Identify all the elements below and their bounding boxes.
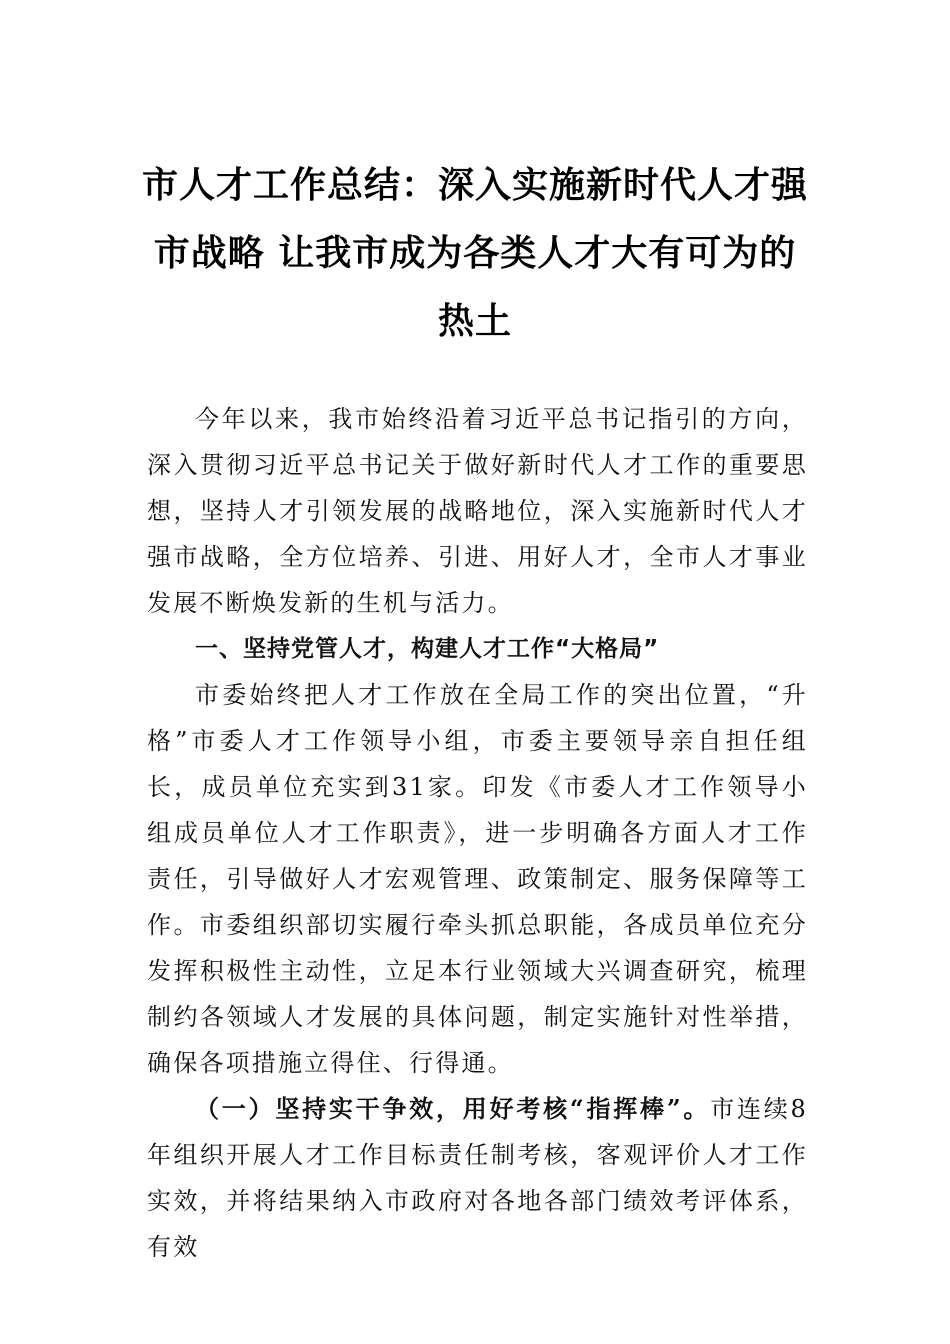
section-heading-1: 一、坚持党管人才，构建人才工作“大格局”	[195, 636, 660, 662]
document-body	[147, 396, 808, 1270]
section-1-paragraph: 市委始终把人才工作放在全局工作的突出位置，“升格”市委人才工作领导小组，市委主要领导亲自担任组长，成员单位充实到31家。印发《市委人才工作领导小组成员单位人才工作职责》，进一步明确各方面人才工作责任，引导做好人才宏观管理、政策制定、服务保障等工作。市委组织部切实履行牵头抓总职能，各成员单位充分发挥积极性主动性，立足本行业领域大兴调查研究，梳理制约各领域人才发展的具体问题，制定实施针对性举措，确保各项措施立得住、行得通。	[147, 681, 808, 1077]
document-title: 市人才工作总结：深入实施新时代人才强市战略 让我市成为各类人才大有可为的热土	[141, 165, 808, 342]
subsection-1-text: 市连续8年组织开展人才工作目标责任制考核，客观评价人才工作实效，并将结果纳入市政府对各地各部门绩效考评体系，有效	[147, 1095, 808, 1261]
subsection-1-paragraph	[147, 1086, 808, 1270]
subsection-heading-1: （一）坚持实干争效，用好考核“指挥棒”。	[195, 1094, 711, 1123]
intro-paragraph: 今年以来，我市始终沿着习近平总书记指引的方向，深入贯彻习近平总书记关于做好新时代人才工作的重要思想，坚持人才引领发展的战略地位，深入实施新时代人才强市战略，全方位培养、引进、用好人才，全市人才事业发展不断焕发新的生机与活力。	[147, 405, 808, 617]
